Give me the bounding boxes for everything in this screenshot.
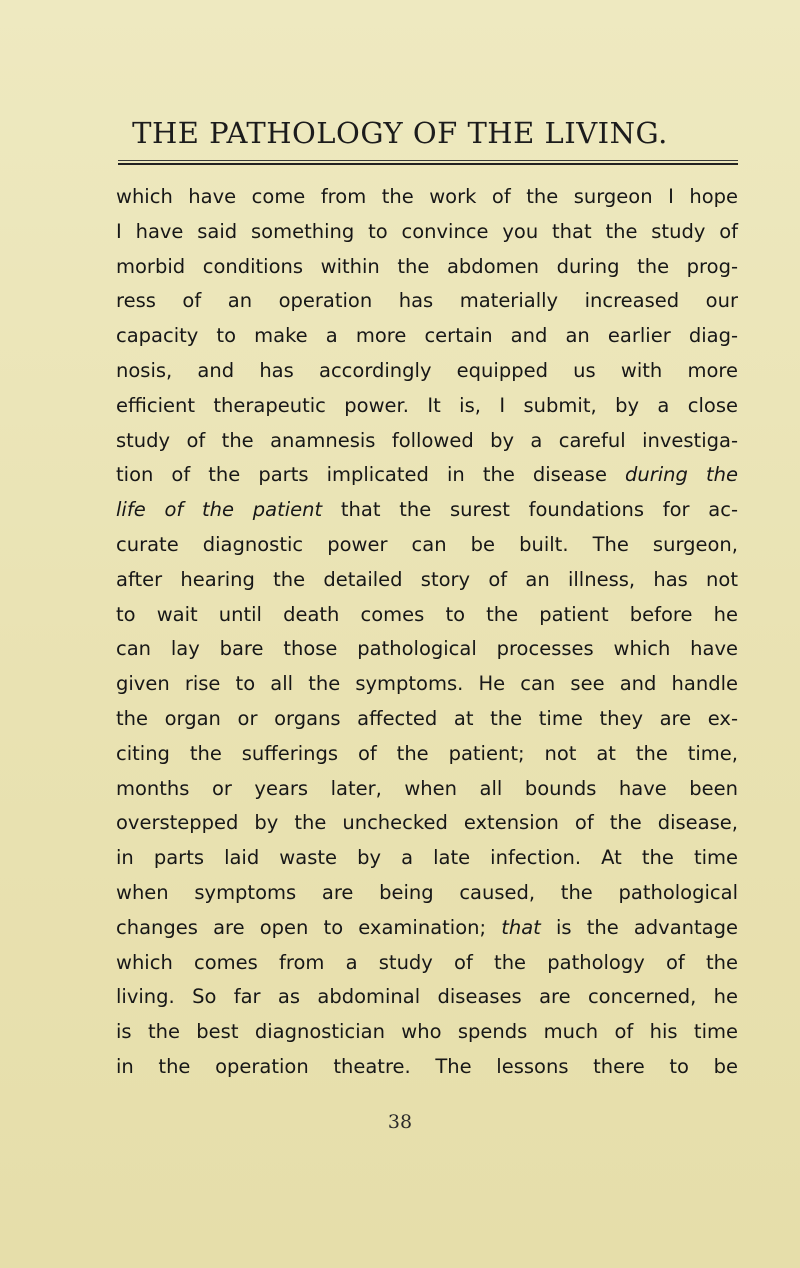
text-segment: citing the sufferings of the patient; not at the time, bbox=[116, 741, 738, 765]
text-segment: the organ or organs affected at the time they are ex- bbox=[116, 706, 738, 730]
text-segment: tion of the parts implicated in the disease bbox=[116, 463, 626, 487]
text-segment: given rise to all the symptoms. He can see and handle bbox=[116, 672, 738, 696]
text-segment: when symptoms are being caused, the pathological bbox=[116, 880, 738, 904]
text-segment: ress of an operation has materially increased our bbox=[116, 289, 738, 313]
text-line bbox=[116, 284, 738, 319]
text-line bbox=[116, 215, 738, 250]
text-line bbox=[116, 946, 738, 981]
text-line bbox=[116, 250, 738, 285]
text-segment: living. So far as abdominal diseases are concerned, he bbox=[116, 985, 738, 1009]
text-segment: which have come from the work of the surgeon I hope bbox=[116, 185, 738, 208]
text-line bbox=[116, 911, 738, 946]
text-line bbox=[116, 667, 738, 702]
text-segment: is the best diagnostician who spends much of his time bbox=[116, 1020, 738, 1044]
text-line bbox=[116, 632, 738, 667]
text-segment: in the operation theatre. The lessons there to be bbox=[116, 1054, 738, 1078]
text-line bbox=[116, 319, 738, 354]
text-segment: efficient therapeutic power. It is, I submit, by a close bbox=[116, 393, 738, 417]
text-segment: curate diagnostic power can be built. The surgeon, bbox=[116, 532, 738, 556]
text-line bbox=[116, 841, 738, 876]
text-line bbox=[116, 458, 738, 493]
text-segment: can lay bare those pathological processes which have bbox=[116, 637, 738, 661]
text-segment: which comes from a study of the pathology of the bbox=[116, 950, 738, 974]
head-rule-thick bbox=[118, 163, 738, 165]
head-rule-thin bbox=[118, 160, 738, 161]
text-segment: I have said something to convince you that the study of bbox=[116, 219, 738, 243]
text-line bbox=[116, 1050, 738, 1085]
head-rule bbox=[118, 160, 738, 166]
text-segment: months or years later, when all bounds have been bbox=[116, 776, 738, 800]
text-segment: nosis, and has accordingly equipped us with more bbox=[116, 358, 738, 382]
text-segment: study of the anamnesis followed by a careful investiga- bbox=[116, 428, 738, 452]
text-line bbox=[116, 389, 738, 424]
text-segment: to wait until death comes to the patient before he bbox=[116, 602, 738, 626]
text-segment: capacity to make a more certain and an earlier diag- bbox=[116, 324, 738, 348]
text-line bbox=[116, 702, 738, 737]
text-segment: after hearing the detailed story of an illness, has not bbox=[116, 567, 738, 591]
text-segment: is the advantage bbox=[540, 915, 738, 939]
text-segment: morbid conditions within the abdomen during the prog- bbox=[116, 254, 738, 278]
text-line bbox=[116, 598, 738, 633]
body-text bbox=[116, 180, 738, 1085]
italic-segment: during the bbox=[625, 463, 738, 487]
italic-segment: that bbox=[501, 915, 541, 939]
text-segment: overstepped by the unchecked extension of the disease, bbox=[116, 811, 738, 835]
text-segment: changes are open to examination; bbox=[116, 915, 502, 939]
text-line bbox=[116, 354, 738, 389]
text-line bbox=[116, 772, 738, 807]
text-line bbox=[116, 563, 738, 598]
text-line bbox=[116, 180, 738, 215]
text-segment: that the surest foundations for ac- bbox=[322, 498, 739, 522]
text-segment: in parts laid waste by a late infection. At the time bbox=[116, 846, 738, 870]
text-line bbox=[116, 737, 738, 772]
running-head: THE PATHOLOGY OF THE LIVING. bbox=[132, 116, 668, 150]
text-line bbox=[116, 528, 738, 563]
text-line bbox=[116, 876, 738, 911]
text-line bbox=[116, 1015, 738, 1050]
text-line bbox=[116, 980, 738, 1015]
page-number: 38 bbox=[387, 1111, 413, 1133]
text-line bbox=[116, 424, 738, 459]
text-line bbox=[116, 493, 738, 528]
italic-segment: life of the patient bbox=[116, 498, 323, 522]
text-line bbox=[116, 806, 738, 841]
